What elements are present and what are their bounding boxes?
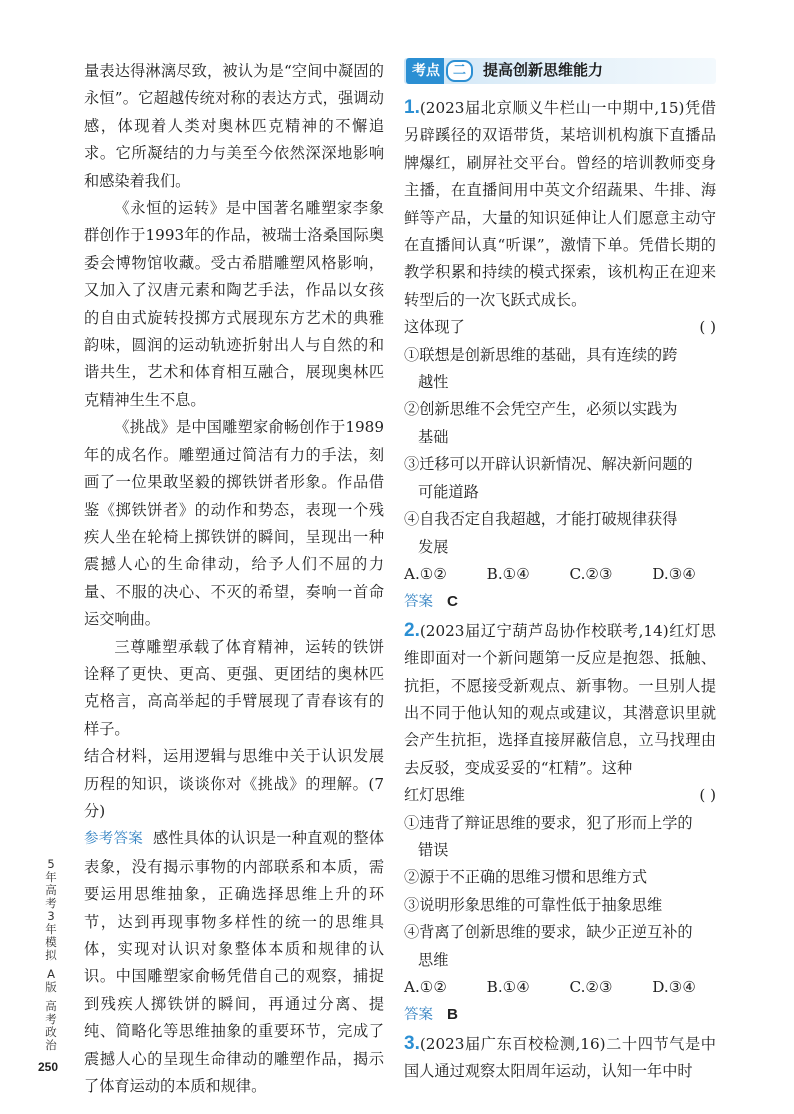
edition-char: A: [47, 967, 55, 981]
choice-a: A.①②: [404, 564, 448, 583]
page-number: 250: [38, 1060, 59, 1074]
question-stem-end: 这体现了: [404, 318, 465, 337]
series-char: 年: [45, 922, 57, 936]
option-3-cont: 可能道路: [418, 482, 479, 501]
series-char: 考: [45, 896, 57, 910]
option-2: ②创新思维不会凭空产生，必须以实践为: [404, 400, 678, 419]
section-header: [404, 58, 716, 84]
answer-value: B: [447, 1006, 458, 1024]
series-char: 拟: [45, 948, 57, 962]
question-stem-end: 红灯思维: [404, 786, 465, 805]
section-title: 提高创新思维能力: [483, 61, 604, 80]
option-4-cont: 发展: [418, 537, 449, 556]
option-1-cont: 越性: [418, 373, 449, 392]
answer-label: 答案: [404, 594, 433, 611]
passage-paragraph-3: 《挑战》是中国雕塑家俞畅创作于1989年的成名作。雕塑通过简洁有力的手法，刻画了一位果敢坚毅的掷铁饼者形象。作品借鉴《掷铁饼者》的动作和势态，表现一个残疾人坐在轮椅上掷铁饼的瞬间，呈现出一种震撼人心的生命律动，给予人们不屈的力量、不服的决心、不灭的希望，奏响一首命运交响曲。: [84, 418, 384, 629]
reference-answer-label: 参考答案: [84, 831, 143, 848]
answer-line: [404, 588, 716, 616]
question-3: [404, 1030, 716, 1086]
series-char: 模: [45, 935, 57, 949]
essay-question: 结合材料，运用逻辑与思维中关于认识发展历程的知识，谈谈你对《挑战》的理解。(7分): [84, 747, 384, 820]
right-column: [404, 58, 716, 1086]
edition-char: 版: [45, 980, 57, 994]
question-stem: (2023届广东百校检测,16)二十四节气是中国人通过观察太阳周年运动，认知一年中时: [404, 1034, 716, 1081]
question-1: [404, 94, 716, 617]
series-char: 年: [45, 870, 57, 884]
side-series-label: [40, 858, 62, 1052]
option-4-cont: 思维: [418, 950, 449, 969]
series-char: 3: [47, 909, 55, 923]
section-number: 二: [446, 60, 473, 82]
answer-line: [404, 1001, 716, 1029]
subject-char: 政: [45, 1025, 57, 1039]
option-1: ①联想是创新思维的基础，具有连续的跨: [404, 345, 678, 364]
section-badge: 考点: [406, 58, 444, 84]
subject-char: 治: [45, 1038, 57, 1052]
question-number: 2.: [404, 619, 420, 641]
option-1-cont: 错误: [418, 840, 449, 859]
choice-c: C.②③: [569, 978, 613, 996]
question-stem: (2023届辽宁葫芦岛协作校联考,14)红灯思维即面对一个新问题第一反应是抱怨、抵触、抗拒，不愿接受新观点、新事物。一旦别人提出不同于他认知的观点或建议，其潜意识里就会产生抗拒，选择直接屏蔽信息，立马找理由去反驳，变成妥妥的“杠精”。这种: [404, 621, 716, 777]
passage-paragraph-1: 量表达得淋漓尽致，被认为是“空间中凝固的永恒”。它超越传统对称的表达方式，强调动感，体现着人类对奥林匹克精神的不懈追求。它所凝结的力与美至今依然深深地影响和感染着我们。: [84, 62, 384, 190]
series-char: 高: [45, 883, 57, 897]
passage-paragraph-2: 《永恒的运转》是中国著名雕塑家李象群创作于1993年的作品，被瑞士洛桑国际奥委会博物馆收藏。受古希腊雕塑风格影响，又加入了汉唐元素和陶艺手法，作品以女孩的自由式旋转投掷方式展现东方艺术的典雅韵味，圆润的运动轨迹折射出人与自然的和谐共生，艺术和体育相互融合，展现奥林匹克精神生生不息。: [84, 199, 384, 409]
reference-answer-text: 感性具体的认识是一种直观的整体表象，没有揭示事物的内部联系和本质，需要运用思维抽象，正确选择思维上升的环节，达到再现事物多样性的统一的思维具体，实现对认识对象整体本质和规律的认识。中国雕塑家俞畅凭借自己的观察，捕捉到残疾人掷铁饼的瞬间，再通过分离、提纯、简略化等思维抽象的重要环节，完成了震撼人心的呈现生命律动的雕塑作品，揭示了体育运动的本质和规律。: [84, 829, 385, 1096]
series-char: 5: [47, 857, 55, 871]
choice-row: [404, 974, 716, 1001]
answer-bracket: ( ): [699, 318, 716, 337]
question-number: 3.: [404, 1032, 420, 1054]
subject-char: 考: [45, 1012, 57, 1026]
option-2-cont: 基础: [418, 427, 449, 446]
choice-d: D.③④: [652, 978, 696, 996]
option-1: ①违背了辩证思维的要求，犯了形而上学的: [404, 813, 693, 832]
passage-summary: 三尊雕塑承载了体育精神，运转的铁饼诠释了更快、更高、更强、更团结的奥林匹克格言，高高举起的手臂展现了青春该有的样子。: [84, 637, 384, 738]
choice-row: [404, 561, 716, 588]
choice-a: A.①②: [404, 978, 448, 996]
question-stem: (2023届北京顺义牛栏山一中期中,15)凭借另辟蹊径的双语带货，某培训机构旗下直播品牌爆红，刷屏社交平台。曾经的培训教师变身主播，在直播间用中英文介绍蔬果、牛排、海鲜等产品，大量的知识延伸让人们愿意主动守在直播间认真“听课”，激情下单。凭借长期的教学积累和持续的模式探索，该机构正在迎来转型后的一次飞跃式成长。: [404, 99, 716, 309]
option-3: ③说明形象思维的可靠性低于抽象思维: [404, 895, 663, 914]
option-2: ②源于不正确的思维习惯和思维方式: [404, 868, 647, 887]
answer-bracket: ( ): [699, 786, 716, 805]
subject-char: 高: [45, 999, 57, 1013]
question-number: 1.: [404, 97, 420, 118]
answer-value: C: [447, 593, 458, 611]
question-2: [404, 617, 716, 1030]
answer-label: 答案: [404, 1007, 433, 1024]
choice-d: D.③④: [652, 564, 696, 583]
choice-b: B.①④: [486, 564, 530, 583]
option-4: ④背离了创新思维的要求，缺少正逆互补的: [404, 923, 693, 942]
choice-c: C.②③: [569, 564, 613, 583]
left-column: [84, 58, 384, 1100]
choice-b: B.①④: [486, 978, 530, 996]
option-3: ③迁移可以开辟认识新情况、解决新问题的: [404, 455, 693, 474]
reference-answer: [84, 825, 384, 1100]
option-4: ④自我否定自我超越，才能打破规律获得: [404, 510, 678, 529]
